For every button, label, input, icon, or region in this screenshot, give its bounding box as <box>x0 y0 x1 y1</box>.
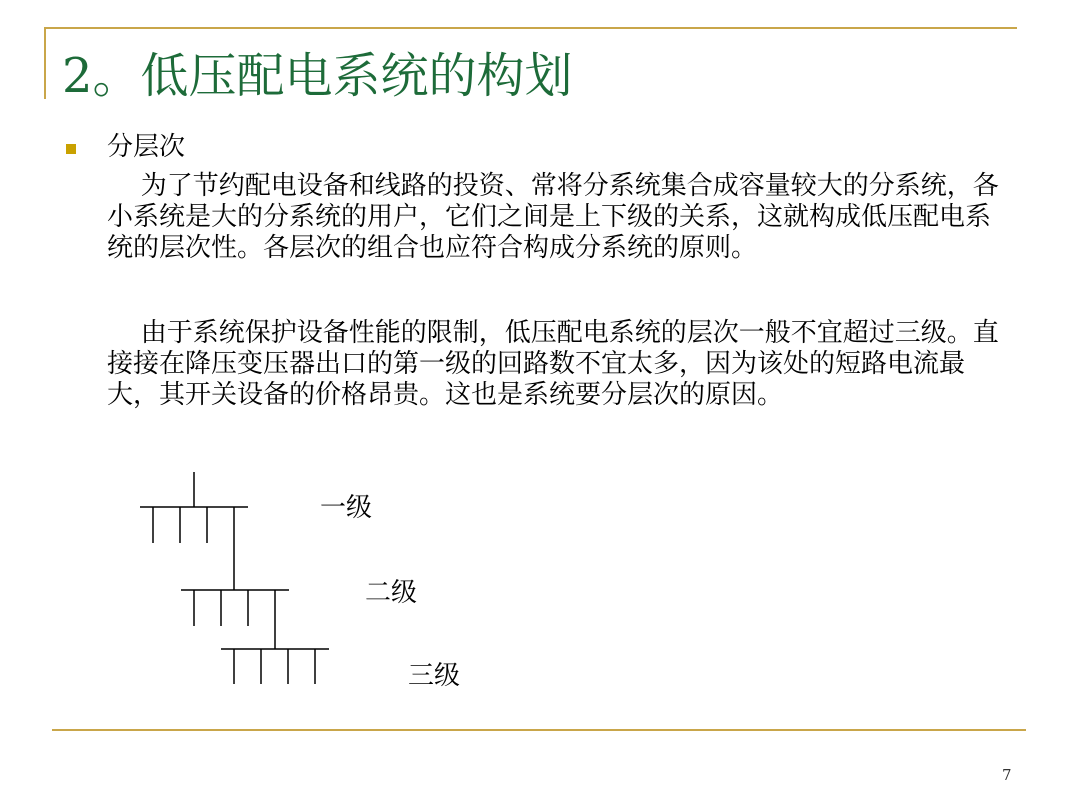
level-label-2: 二级 <box>365 578 418 608</box>
level-label-3: 三级 <box>408 661 461 691</box>
bullet-heading: 分层次 <box>107 132 186 162</box>
slide-title: 2。低压配电系统的构划 <box>62 48 573 104</box>
level-label-1: 一级 <box>320 493 373 523</box>
paragraph-2: 由于系统保护设备性能的限制，低压配电系统的层次一般不宜超过三级。直接接在降压变压器出口的第一级的回路数不宜太多，因为该处的短路电流最大，其开关设备的价格昂贵。这也是系统要分层次的原因。 <box>107 318 999 410</box>
paragraph-1: 为了节约配电设备和线路的投资、常将分系统集合成容量较大的分系统，各小系统是大的分系统的用户，它们之间是上下级的关系，这就构成低压配电系统的层次性。各层次的组合也应符合构成分系统的原则。 <box>107 171 999 263</box>
page-number: 7 <box>1002 766 1012 784</box>
frame-bottom-line <box>52 729 1026 731</box>
